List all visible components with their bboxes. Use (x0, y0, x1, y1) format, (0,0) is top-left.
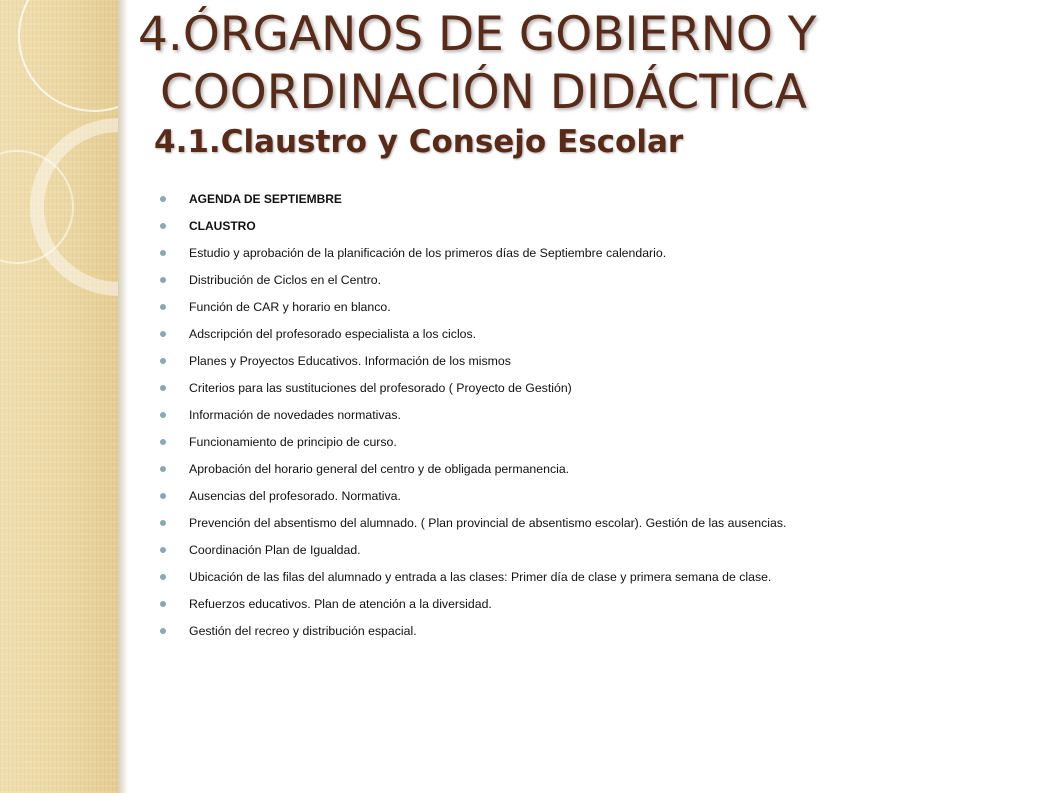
bullet-marker-icon (160, 466, 166, 472)
bullet-marker-icon (160, 277, 166, 283)
bullet-item (160, 351, 1040, 378)
bullet-text: Distribución de Ciclos en el Centro. (189, 273, 382, 287)
bullet-text: Coordinación Plan de Igualdad. (189, 543, 361, 557)
slide-header (138, 6, 1038, 162)
bullet-text: AGENDA DE SEPTIEMBRE (189, 192, 342, 206)
bullet-marker-icon (160, 547, 166, 553)
bullet-item (160, 405, 1040, 432)
bullet-marker-icon (160, 304, 166, 310)
bullet-marker-icon (160, 223, 166, 229)
bullet-text: Planes y Proyectos Educativos. Información de los mismos (189, 354, 511, 368)
bullet-text: Información de novedades normativas. (189, 408, 401, 422)
bullet-marker-icon (160, 196, 166, 202)
bullet-text: Adscripción del profesorado especialista a los ciclos. (189, 327, 477, 341)
bullet-item (160, 189, 1040, 216)
bullet-marker-icon (160, 628, 166, 634)
bullet-text: Funcionamiento de principio de curso. (189, 435, 397, 449)
bullet-marker-icon (160, 385, 166, 391)
slide-title-line-1: 4.ÓRGANOS DE GOBIERNO Y (138, 7, 817, 62)
bullet-item (160, 540, 1040, 567)
bullet-text: Gestión del recreo y distribución espacial. (189, 624, 417, 638)
bullet-item (160, 216, 1040, 243)
bullet-item (160, 594, 1040, 621)
bullet-item (160, 378, 1040, 405)
slide-subtitle: 4.1.Claustro y Consejo Escolar (154, 124, 684, 160)
bullet-item (160, 324, 1040, 351)
bullet-marker-icon (160, 412, 166, 418)
bullet-item (160, 486, 1040, 513)
bullet-item (160, 621, 1040, 648)
bullet-marker-icon (160, 493, 166, 499)
bullet-item (160, 459, 1040, 486)
decorative-side-panel (0, 0, 118, 793)
bullet-text: Aprobación del horario general del centro y de obligada permanencia. (189, 462, 570, 476)
bullet-marker-icon (160, 601, 166, 607)
bullet-text: Estudio y aprobación de la planificación de los primeros días de Septiembre calendario. (189, 246, 667, 260)
bullet-item (160, 567, 1040, 594)
bullet-text: Ausencias del profesorado. Normativa. (189, 489, 401, 503)
bullet-text: Función de CAR y horario en blanco. (189, 300, 391, 314)
bullet-marker-icon (160, 358, 166, 364)
bullet-item (160, 297, 1040, 324)
bullet-item (160, 243, 1040, 270)
bullet-item (160, 513, 1040, 540)
bullet-marker-icon (160, 520, 166, 526)
bullet-list (160, 189, 1040, 648)
bullet-marker-icon (160, 574, 166, 580)
bullet-item (160, 432, 1040, 459)
panel-shadow (118, 0, 128, 793)
bullet-marker-icon (160, 331, 166, 337)
bullet-text: Criterios para las sustituciones del profesorado ( Proyecto de Gestión) (189, 381, 572, 395)
bullet-text: Prevención del absentismo del alumnado. ( Plan provincial de absentismo escolar). Gestión de las ausencias. (189, 516, 787, 530)
bullet-marker-icon (160, 250, 166, 256)
slide-title-line-2: COORDINACIÓN DIDÁCTICA (160, 65, 807, 120)
bullet-item (160, 270, 1040, 297)
bullet-text: Refuerzos educativos. Plan de atención a la diversidad. (189, 597, 492, 611)
bullet-marker-icon (160, 439, 166, 445)
bullet-text: Ubicación de las filas del alumnado y entrada a las clases: Primer día de clase y primera semana de clase. (189, 570, 772, 584)
decorative-ring (18, 0, 118, 112)
bullet-text: CLAUSTRO (189, 219, 256, 233)
